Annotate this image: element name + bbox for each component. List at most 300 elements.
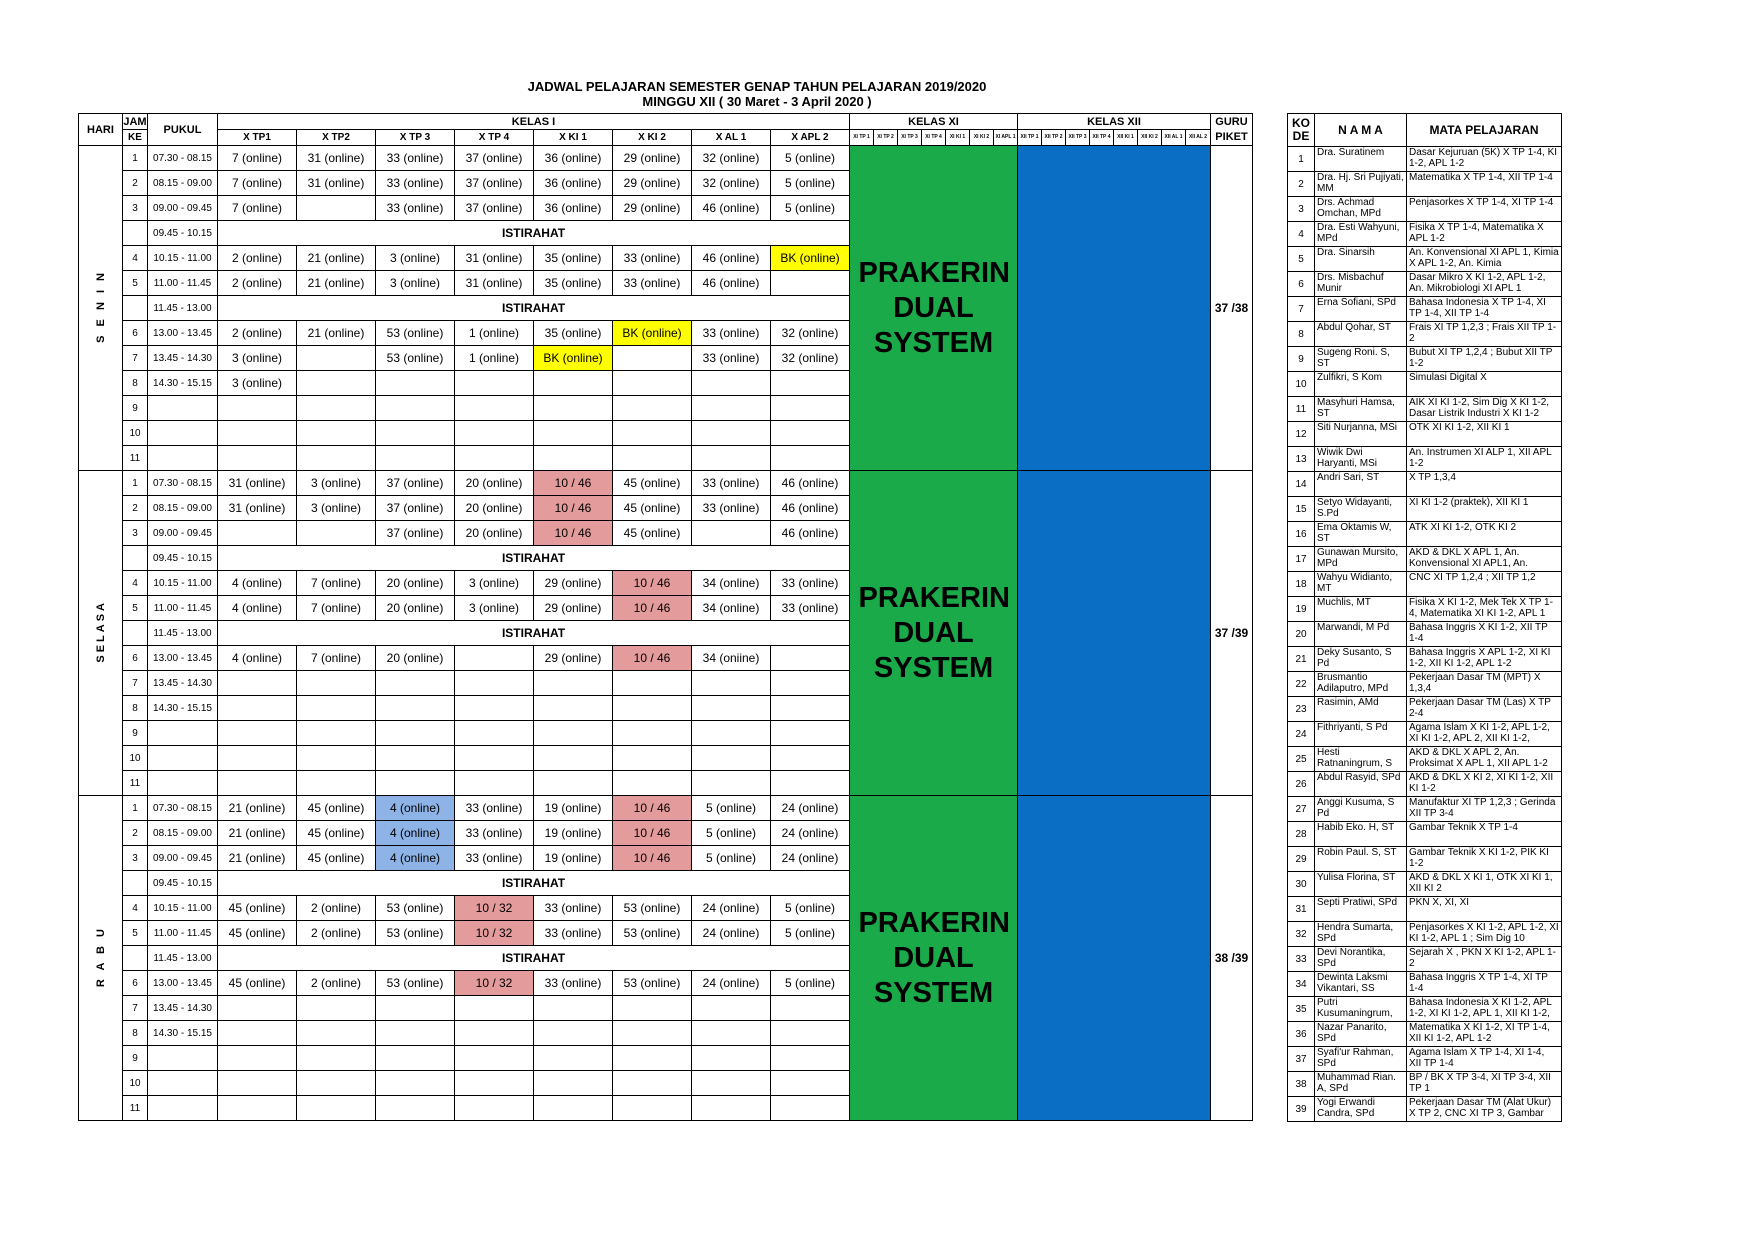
- schedule-cell: [534, 721, 613, 746]
- teacher-kode: 20: [1288, 622, 1315, 647]
- teacher-mapel: BP / BK X TP 3-4, XI TP 3-4, XII TP 1: [1407, 1072, 1562, 1097]
- teacher-kode: 15: [1288, 497, 1315, 522]
- jam-cell: 2: [123, 171, 148, 196]
- pukul-header: PUKUL: [148, 114, 218, 146]
- pukul-cell: [148, 771, 218, 796]
- teacher-row: [1288, 172, 1562, 197]
- schedule-cell: 45 (online): [297, 796, 376, 821]
- schedule-cell: 46 (online): [692, 271, 771, 296]
- teacher-nama: Anggi Kusuma, S Pd: [1315, 797, 1407, 822]
- schedule-cell: 3 (online): [297, 471, 376, 496]
- schedule-cell: [534, 1096, 613, 1121]
- schedule-cell: 4 (online): [218, 646, 297, 671]
- schedule-cell: [771, 996, 850, 1021]
- schedule-cell: 5 (online): [692, 821, 771, 846]
- teacher-mapel: Matematika X KI 1-2, XI TP 1-4, XII KI 1-2, APL 1-2: [1407, 1022, 1562, 1047]
- teacher-kode: 39: [1288, 1097, 1315, 1122]
- schedule-cell: 53 (online): [376, 921, 455, 946]
- teacher-kode: 32: [1288, 922, 1315, 947]
- schedule-cell: 19 (online): [534, 846, 613, 871]
- schedule-cell: [297, 1096, 376, 1121]
- schedule-cell: [376, 446, 455, 471]
- schedule-cell: [613, 396, 692, 421]
- teacher-kode: 29: [1288, 847, 1315, 872]
- schedule-cell: 37 (online): [376, 471, 455, 496]
- schedule-cell: 20 (online): [376, 571, 455, 596]
- pukul-cell: 11.45 - 13.00: [148, 296, 218, 321]
- teacher-mapel: XI KI 1-2 (praktek), XII KI 1: [1407, 497, 1562, 522]
- schedule-cell: 53 (online): [376, 321, 455, 346]
- class-col-header: X TP 4: [455, 130, 534, 146]
- jam-cell: [123, 946, 148, 971]
- jam-cell: 11: [123, 446, 148, 471]
- teacher-mapel: An. Konvensional XI APL 1, Kimia X APL 1-2, An. Kimia: [1407, 247, 1562, 272]
- schedule-cell: 33 (online): [376, 146, 455, 171]
- schedule-cell: 20 (online): [455, 496, 534, 521]
- guru-piket-cell: 37 /39: [1211, 471, 1253, 796]
- page-subtitle: MINGGU XII ( 30 Maret - 3 April 2020 ): [642, 94, 872, 109]
- teacher-mapel: Penjasorkes X TP 1-4, XI TP 1-4: [1407, 197, 1562, 222]
- pukul-cell: 09.00 - 09.45: [148, 846, 218, 871]
- schedule-cell: 3 (online): [376, 271, 455, 296]
- jam-cell: 9: [123, 721, 148, 746]
- schedule-cell: 3 (online): [218, 371, 297, 396]
- teacher-mapel: Fisika X TP 1-4, Matematika X APL 1-2: [1407, 222, 1562, 247]
- schedule-cell: 45 (online): [613, 496, 692, 521]
- jam-cell: 7: [123, 996, 148, 1021]
- schedule-cell: [455, 1071, 534, 1096]
- schedule-cell: 33 (online): [692, 496, 771, 521]
- schedule-cell: [692, 671, 771, 696]
- istirahat-cell: ISTIRAHAT: [218, 296, 850, 321]
- jam-cell: 4: [123, 896, 148, 921]
- pukul-cell: 14.30 - 15.15: [148, 696, 218, 721]
- schedule-cell: 5 (online): [771, 971, 850, 996]
- teacher-nama: Erna Sofiani, SPd: [1315, 297, 1407, 322]
- kelas-xii-block: [1018, 471, 1211, 796]
- pukul-cell: [148, 421, 218, 446]
- schedule-cell: [692, 746, 771, 771]
- schedule-cell: 32 (online): [692, 171, 771, 196]
- schedule-cell: 5 (online): [771, 921, 850, 946]
- schedule-cell: [297, 396, 376, 421]
- schedule-cell: [771, 696, 850, 721]
- teacher-kode: 34: [1288, 972, 1315, 997]
- schedule-cell: [297, 771, 376, 796]
- schedule-cell: [613, 996, 692, 1021]
- schedule-cell: 21 (online): [297, 246, 376, 271]
- schedule-cell: [692, 396, 771, 421]
- teacher-nama: Yulisa Florina, ST: [1315, 872, 1407, 897]
- schedule-cell: 45 (online): [218, 896, 297, 921]
- schedule-cell: 10 / 46: [534, 496, 613, 521]
- schedule-cell: 33 (online): [692, 321, 771, 346]
- jam-cell: 9: [123, 396, 148, 421]
- teacher-kode: 10: [1288, 372, 1315, 397]
- class-col-header: X AL 1: [692, 130, 771, 146]
- teacher-row: [1288, 222, 1562, 247]
- kelas-i-header: KELAS I: [218, 114, 850, 130]
- teacher-nama: Deky Susanto, S Pd: [1315, 647, 1407, 672]
- teacher-nama: Sugeng Roni. S, ST: [1315, 347, 1407, 372]
- istirahat-cell: ISTIRAHAT: [218, 221, 850, 246]
- teacher-row: [1288, 297, 1562, 322]
- schedule-row: [79, 471, 1253, 496]
- schedule-cell: 33 (online): [771, 596, 850, 621]
- schedule-cell: [297, 996, 376, 1021]
- teacher-kode: 5: [1288, 247, 1315, 272]
- schedule-cell: 5 (online): [771, 146, 850, 171]
- schedule-cell: [613, 1046, 692, 1071]
- class-col-header: X TP1: [218, 130, 297, 146]
- schedule-cell: [376, 696, 455, 721]
- schedule-cell: [297, 346, 376, 371]
- pukul-cell: 10.15 - 11.00: [148, 896, 218, 921]
- teacher-kode: 35: [1288, 997, 1315, 1022]
- schedule-cell: 2 (online): [218, 246, 297, 271]
- teacher-nama: Rasimin, AMd: [1315, 697, 1407, 722]
- class-col-header: XI TP 4: [922, 130, 946, 146]
- schedule-cell: [771, 1096, 850, 1121]
- class-col-header: XI TP 1: [850, 130, 874, 146]
- pukul-cell: 11.00 - 11.45: [148, 596, 218, 621]
- teacher-kode: 13: [1288, 447, 1315, 472]
- schedule-cell: 34 (online): [692, 571, 771, 596]
- schedule-cell: 5 (online): [771, 171, 850, 196]
- teacher-nama: Syafi'ur Rahman, SPd: [1315, 1047, 1407, 1072]
- schedule-cell: 5 (online): [771, 896, 850, 921]
- schedule-cell: 53 (online): [376, 346, 455, 371]
- teacher-nama: Zulfikri, S Kom: [1315, 372, 1407, 397]
- schedule-cell: 32 (online): [692, 146, 771, 171]
- schedule-cell: 46 (online): [771, 471, 850, 496]
- teacher-mapel: Pekerjaan Dasar TM (MPT) X 1,3,4: [1407, 672, 1562, 697]
- teacher-row: [1288, 147, 1562, 172]
- schedule-cell: [297, 521, 376, 546]
- schedule-cell: [692, 521, 771, 546]
- schedule-cell: 3 (online): [455, 571, 534, 596]
- teacher-nama: Abdul Qohar, ST: [1315, 322, 1407, 347]
- schedule-cell: 35 (online): [534, 246, 613, 271]
- teacher-row: [1288, 947, 1562, 972]
- teacher-kode: 22: [1288, 672, 1315, 697]
- teacher-kode: 27: [1288, 797, 1315, 822]
- schedule-cell: [613, 421, 692, 446]
- schedule-cell: 33 (online): [455, 821, 534, 846]
- schedule-cell: [297, 746, 376, 771]
- teacher-nama: Dewinta Laksmi Vikantari, SS: [1315, 972, 1407, 997]
- teacher-kode: 14: [1288, 472, 1315, 497]
- schedule-cell: [376, 1046, 455, 1071]
- schedule-cell: [613, 1071, 692, 1096]
- schedule-cell: [771, 421, 850, 446]
- schedule-cell: 24 (online): [771, 846, 850, 871]
- teacher-nama: Ema Oktamis W, ST: [1315, 522, 1407, 547]
- schedule-cell: 37 (online): [455, 171, 534, 196]
- class-col-header: XII TP 4: [1090, 130, 1114, 146]
- teacher-kode: 8: [1288, 322, 1315, 347]
- schedule-cell: [534, 1021, 613, 1046]
- teacher-mapel: Gambar Teknik X TP 1-4: [1407, 822, 1562, 847]
- schedule-cell: [692, 421, 771, 446]
- class-col-header: XII KI 2: [1138, 130, 1162, 146]
- teacher-nama: Siti Nurjanna, MSi: [1315, 422, 1407, 447]
- teacher-row: [1288, 772, 1562, 797]
- teacher-kode: 4: [1288, 222, 1315, 247]
- teacher-nama: Robin Paul. S, ST: [1315, 847, 1407, 872]
- class-col-header: XI KI 1: [946, 130, 970, 146]
- pukul-cell: 07.30 - 08.15: [148, 471, 218, 496]
- teacher-kode: 1: [1288, 147, 1315, 172]
- schedule-cell: 31 (online): [297, 171, 376, 196]
- teacher-mapel: Agama Islam X TP 1-4, XI 1-4, XII TP 1-4: [1407, 1047, 1562, 1072]
- teacher-mapel: AKD & DKL X APL 2, An. Proksimat X APL 1, XII APL 1-2: [1407, 747, 1562, 772]
- pukul-cell: 13.00 - 13.45: [148, 321, 218, 346]
- pukul-cell: 13.45 - 14.30: [148, 671, 218, 696]
- schedule-cell: 21 (online): [218, 796, 297, 821]
- teacher-nama: Dra. Esti Wahyuni, MPd: [1315, 222, 1407, 247]
- prakerin-label: PRAKERIN DUAL SYSTEM: [858, 906, 1010, 1009]
- schedule-cell: 2 (online): [297, 921, 376, 946]
- schedule-cell: [218, 1021, 297, 1046]
- teacher-mapel: AIK XI KI 1-2, Sim Dig X KI 1-2, Dasar Listrik Industri X KI 1-2: [1407, 397, 1562, 422]
- schedule-cell: [218, 1096, 297, 1121]
- schedule-cell: 36 (online): [534, 171, 613, 196]
- schedule-cell: 53 (online): [613, 971, 692, 996]
- teacher-kode: 23: [1288, 697, 1315, 722]
- teacher-mapel: Dasar Mikro X KI 1-2, APL 1-2, An. Mikrobiologi XI APL 1: [1407, 272, 1562, 297]
- schedule-cell: 33 (online): [534, 921, 613, 946]
- class-col-header: XII TP 2: [1042, 130, 1066, 146]
- schedule-cell: [613, 446, 692, 471]
- schedule-cell: [692, 996, 771, 1021]
- pukul-cell: 09.45 - 10.15: [148, 871, 218, 896]
- teacher-row: [1288, 922, 1562, 947]
- schedule-cell: [771, 371, 850, 396]
- schedule-cell: [455, 996, 534, 1021]
- schedule-cell: 24 (online): [692, 896, 771, 921]
- teacher-row: [1288, 897, 1562, 922]
- teacher-kode: 31: [1288, 897, 1315, 922]
- teacher-mapel: An. Instrumen XI ALP 1, XII APL 1-2: [1407, 447, 1562, 472]
- teacher-row: [1288, 1072, 1562, 1097]
- prakerin-block: [850, 146, 1018, 471]
- jam-cell: 1: [123, 471, 148, 496]
- pukul-cell: 09.45 - 10.15: [148, 546, 218, 571]
- schedule-cell: [455, 396, 534, 421]
- schedule-cell: 45 (online): [613, 521, 692, 546]
- jam-cell: 2: [123, 496, 148, 521]
- schedule-cell: 20 (online): [376, 646, 455, 671]
- class-col-header: X APL 2: [771, 130, 850, 146]
- class-col-header: XII AL 2: [1186, 130, 1211, 146]
- schedule-cell: 36 (online): [534, 146, 613, 171]
- schedule-cell: [455, 771, 534, 796]
- teacher-mapel: Bahasa Indonesia X TP 1-4, XI TP 1-4, XII TP 1-4: [1407, 297, 1562, 322]
- teacher-row: [1288, 547, 1562, 572]
- teacher-nama: Drs. Misbachuf Munir: [1315, 272, 1407, 297]
- page-title: JADWAL PELAJARAN SEMESTER GENAP TAHUN PELAJARAN 2019/2020: [527, 79, 987, 94]
- mapel-header: MATA PELAJARAN: [1407, 114, 1562, 147]
- pukul-cell: 08.15 - 09.00: [148, 171, 218, 196]
- schedule-cell: 45 (online): [218, 971, 297, 996]
- pukul-cell: [148, 721, 218, 746]
- teacher-mapel: Bahasa Inggris X KI 1-2, XII TP 1-4: [1407, 622, 1562, 647]
- schedule-cell: 45 (online): [297, 821, 376, 846]
- pukul-cell: 14.30 - 15.15: [148, 1021, 218, 1046]
- schedule-cell: BK (online): [613, 321, 692, 346]
- class-col-header: XI APL 1: [994, 130, 1018, 146]
- schedule-cell: 46 (online): [692, 246, 771, 271]
- schedule-cell: 37 (online): [455, 146, 534, 171]
- teacher-nama: Dra. Hj. Sri Pujiyati, MM: [1315, 172, 1407, 197]
- schedule-cell: 10 / 46: [613, 571, 692, 596]
- schedule-cell: 4 (online): [218, 571, 297, 596]
- schedule-cell: 2 (online): [297, 896, 376, 921]
- schedule-cell: 45 (online): [297, 846, 376, 871]
- teacher-kode: 30: [1288, 872, 1315, 897]
- schedule-cell: [692, 446, 771, 471]
- teacher-mapel: OTK XI KI 1-2, XII KI 1: [1407, 422, 1562, 447]
- jam-cell: 9: [123, 1046, 148, 1071]
- schedule-cell: [771, 746, 850, 771]
- teacher-row: [1288, 647, 1562, 672]
- jam-cell: 3: [123, 846, 148, 871]
- schedule-cell: 53 (online): [613, 921, 692, 946]
- teacher-nama: Nazar Panarito, SPd: [1315, 1022, 1407, 1047]
- schedule-row: [79, 796, 1253, 821]
- teacher-nama: Putri Kusumaningrum,: [1315, 997, 1407, 1022]
- teacher-row: [1288, 1022, 1562, 1047]
- teacher-row: [1288, 472, 1562, 497]
- schedule-cell: BK (online): [771, 246, 850, 271]
- pukul-cell: 10.15 - 11.00: [148, 571, 218, 596]
- teacher-row: [1288, 1047, 1562, 1072]
- schedule-cell: 19 (online): [534, 796, 613, 821]
- schedule-cell: [455, 671, 534, 696]
- schedule-cell: [534, 1046, 613, 1071]
- teacher-kode: 36: [1288, 1022, 1315, 1047]
- kelas-xii-header: KELAS XII: [1018, 114, 1211, 130]
- pukul-cell: 08.15 - 09.00: [148, 496, 218, 521]
- teacher-nama: Wahyu Widianto, MT: [1315, 572, 1407, 597]
- teacher-row: [1288, 522, 1562, 547]
- teacher-nama: Marwandi, M Pd: [1315, 622, 1407, 647]
- schedule-cell: [534, 371, 613, 396]
- schedule-cell: 20 (online): [455, 471, 534, 496]
- day-cell: [79, 471, 123, 796]
- schedule-cell: [297, 196, 376, 221]
- jam-cell: 10: [123, 1071, 148, 1096]
- schedule-cell: 4 (online): [376, 846, 455, 871]
- schedule-cell: 36 (online): [534, 196, 613, 221]
- schedule-cell: 1 (online): [455, 346, 534, 371]
- guru-piket-cell: 38 /39: [1211, 796, 1253, 1121]
- teacher-row: [1288, 972, 1562, 997]
- schedule-cell: [692, 1046, 771, 1071]
- teacher-row: [1288, 622, 1562, 647]
- schedule-cell: [297, 671, 376, 696]
- schedule-cell: [534, 696, 613, 721]
- schedule-cell: 29 (online): [613, 196, 692, 221]
- jam-cell: 1: [123, 146, 148, 171]
- schedule-cell: [376, 1096, 455, 1121]
- schedule-cell: 34 (online): [692, 596, 771, 621]
- schedule-cell: [534, 446, 613, 471]
- pukul-cell: 07.30 - 08.15: [148, 146, 218, 171]
- schedule-cell: [455, 371, 534, 396]
- jam-cell: 5: [123, 271, 148, 296]
- teacher-nama: Fithriyanti, S Pd: [1315, 722, 1407, 747]
- schedule-cell: 21 (online): [297, 271, 376, 296]
- schedule-cell: BK (online): [534, 346, 613, 371]
- teacher-mapel: Sejarah X , PKN X KI 1-2, APL 1-2: [1407, 947, 1562, 972]
- schedule-cell: [218, 1046, 297, 1071]
- teacher-mapel: AKD & DKL X KI 1, OTK XI KI 1, XII KI 2: [1407, 872, 1562, 897]
- day-cell: [79, 146, 123, 471]
- schedule-cell: [376, 1071, 455, 1096]
- teacher-row: [1288, 322, 1562, 347]
- teacher-kode: 12: [1288, 422, 1315, 447]
- day-cell: [79, 796, 123, 1121]
- schedule-cell: [297, 696, 376, 721]
- teacher-row: [1288, 722, 1562, 747]
- schedule-cell: 33 (online): [613, 271, 692, 296]
- teacher-row: [1288, 672, 1562, 697]
- pukul-cell: 10.15 - 11.00: [148, 246, 218, 271]
- class-col-header: X KI 1: [534, 130, 613, 146]
- teacher-nama: Gunawan Mursito, MPd: [1315, 547, 1407, 572]
- teacher-kode: 9: [1288, 347, 1315, 372]
- schedule-cell: [613, 371, 692, 396]
- teacher-mapel: X TP 1,3,4: [1407, 472, 1562, 497]
- teacher-mapel: Dasar Kejuruan (5K) X TP 1-4, KI 1-2, APL 1-2: [1407, 147, 1562, 172]
- schedule-cell: 53 (online): [613, 896, 692, 921]
- pukul-cell: 09.45 - 10.15: [148, 221, 218, 246]
- teacher-nama: Hendra Sumarta, SPd: [1315, 922, 1407, 947]
- schedule-cell: 3 (online): [376, 246, 455, 271]
- pukul-cell: [148, 1096, 218, 1121]
- schedule-cell: [692, 771, 771, 796]
- schedule-cell: 32 (online): [771, 321, 850, 346]
- teacher-kode: 26: [1288, 772, 1315, 797]
- schedule-cell: [455, 1021, 534, 1046]
- schedule-cell: 10 / 46: [613, 846, 692, 871]
- schedule-cell: [297, 1021, 376, 1046]
- schedule-cell: [613, 671, 692, 696]
- pukul-cell: 09.00 - 09.45: [148, 196, 218, 221]
- schedule-cell: 10 / 32: [455, 896, 534, 921]
- jam-cell: 10: [123, 421, 148, 446]
- teacher-nama: Wiwik Dwi Haryanti, MSi: [1315, 447, 1407, 472]
- schedule-cell: [692, 1096, 771, 1121]
- schedule-cell: [771, 1046, 850, 1071]
- schedule-cell: [455, 746, 534, 771]
- schedule-cell: 45 (online): [613, 471, 692, 496]
- teacher-nama: Brusmantio Adilaputro, MPd: [1315, 672, 1407, 697]
- kelas-xii-block: [1018, 796, 1211, 1121]
- jam-cell: [123, 871, 148, 896]
- teacher-mapel: Matematika X TP 1-4, XII TP 1-4: [1407, 172, 1562, 197]
- schedule-cell: 33 (online): [771, 571, 850, 596]
- schedule-cell: [455, 721, 534, 746]
- schedule-cell: [613, 721, 692, 746]
- schedule-cell: [376, 671, 455, 696]
- teacher-table: [1287, 113, 1562, 1122]
- schedule-cell: 29 (online): [534, 596, 613, 621]
- pukul-cell: 11.00 - 11.45: [148, 271, 218, 296]
- schedule-cell: 31 (online): [218, 496, 297, 521]
